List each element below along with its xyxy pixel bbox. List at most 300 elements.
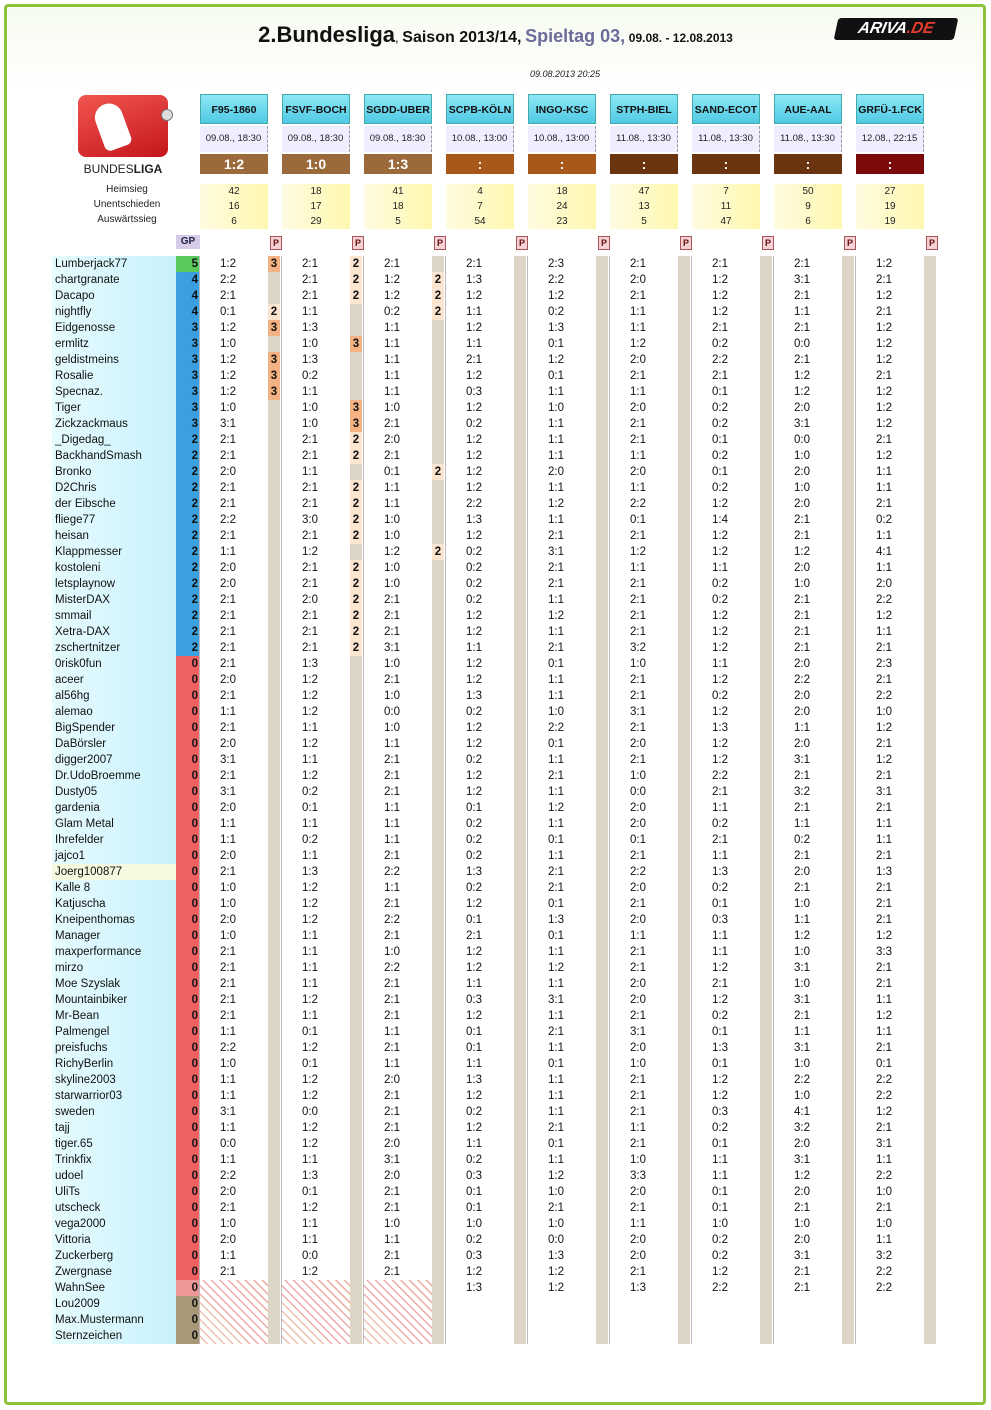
tip-cell: 2:1 [302,578,318,590]
tip-cell: 0:2 [712,1010,728,1022]
player-name[interactable]: geldistmeins [52,352,176,368]
player-points: 2 [176,560,200,576]
tip-points [350,992,362,1008]
tip-points [432,640,444,656]
tip-points [678,1040,690,1056]
tip-cell: 1:0 [220,898,236,910]
player-name[interactable]: MisterDAX [52,592,176,608]
tip-points [268,928,280,944]
tip-points [596,896,608,912]
tip-cell: 1:2 [712,306,728,318]
match-result: 1:3 [364,154,432,174]
player-name[interactable]: Trinkfix [52,1152,176,1168]
tip-points [268,880,280,896]
tip-points [432,1024,444,1040]
match-code[interactable]: F95-1860 [200,94,268,124]
player-name[interactable]: Zuckerberg [52,1248,176,1264]
tip-points [268,448,280,464]
tip-cell: 1:1 [712,562,728,574]
tip-points [268,752,280,768]
tip-points [514,464,526,480]
tip-points [514,1328,526,1344]
tip-cell [692,1312,748,1328]
tip-cell: 2:1 [630,610,646,622]
player-name[interactable]: Kalle 8 [52,880,176,896]
player-name[interactable]: Vittoria [52,1232,176,1248]
tip-points [596,608,608,624]
table-row [52,432,940,448]
tip-points [514,288,526,304]
tip-points [760,1216,772,1232]
tip-cell: 0:2 [712,402,728,414]
tip-points [924,416,936,432]
tip-cell: 1:1 [876,562,892,574]
player-name[interactable]: der Eibsche [52,496,176,512]
tip-cell: 1:1 [302,386,318,398]
tip-cell: 1:2 [712,738,728,750]
table-row [52,1056,940,1072]
table-row [52,800,940,816]
player-name[interactable]: Eidgenosse [52,320,176,336]
tip-points [268,1264,280,1280]
tip-cell: 2:1 [466,258,482,270]
tip-cell: 1:1 [466,1058,482,1070]
tip-points [842,1248,854,1264]
tip-points [432,1008,444,1024]
tip-points [760,1168,772,1184]
tip-points: 2 [350,480,362,496]
tip-cell: 3:1 [630,706,646,718]
tip-cell: 1:2 [466,946,482,958]
tip-cell: 1:2 [712,642,728,654]
table-row [52,720,940,736]
tip-points [760,1328,772,1344]
player-name[interactable]: 0risk0fun [52,656,176,672]
tip-points [268,976,280,992]
tip-cell: 2:2 [220,1170,236,1182]
match-code[interactable]: SGDD-UBER [364,94,432,124]
player-name[interactable]: alemao [52,704,176,720]
tip-points [432,864,444,880]
tip-cell: 1:2 [548,610,564,622]
column-separator [363,256,364,1344]
player-name[interactable]: utscheck [52,1200,176,1216]
table-row [52,592,940,608]
player-name[interactable]: Rosalie [52,368,176,384]
tip-points [842,416,854,432]
tip-points [596,1008,608,1024]
tip-points [432,704,444,720]
player-name[interactable]: BigSpender [52,720,176,736]
player-name[interactable]: Ihrefelder [52,832,176,848]
column-separator [609,256,610,1344]
player-name[interactable]: Tiger [52,400,176,416]
player-points: 0 [176,672,200,688]
tip-points [350,848,362,864]
tip-points [842,256,854,272]
tip-points [350,1232,362,1248]
player-name[interactable]: Dusty05 [52,784,176,800]
player-name[interactable]: Mountainbiker [52,992,176,1008]
table-row [52,608,940,624]
tip-points: 2 [350,256,362,272]
tip-cell: 1:2 [794,370,810,382]
tip-points [924,688,936,704]
tip-points [268,896,280,912]
table-row [52,960,940,976]
tip-cell: 0:1 [712,434,728,446]
tip-points [924,1248,936,1264]
tip-cell: 0:1 [466,1202,482,1214]
tip-points [678,384,690,400]
player-name[interactable]: smmail [52,608,176,624]
tip-cell: 2:1 [548,1122,564,1134]
table-row [52,1200,940,1216]
tip-points [268,688,280,704]
player-name[interactable]: preisfuchs [52,1040,176,1056]
player-name[interactable]: Glam Metal [52,816,176,832]
player-name[interactable]: Specnaz. [52,384,176,400]
tip-cell: 1:0 [630,770,646,782]
tip-cell: 1:2 [548,290,564,302]
tip-cell: 1:1 [384,818,400,830]
player-name[interactable]: Sternzeichen [52,1328,176,1344]
tip-points [842,784,854,800]
tip-cell: 0:2 [466,818,482,830]
tip-points [596,1152,608,1168]
tip-points [514,912,526,928]
tip-points [432,352,444,368]
tip-cell: 1:1 [630,450,646,462]
tip-cell: 2:1 [630,850,646,862]
tip-cell: 1:2 [876,450,892,462]
player-points: 2 [176,528,200,544]
tip-points [842,1008,854,1024]
match-code[interactable]: SCPB-KÖLN [446,94,514,124]
player-name[interactable]: RichyBerlin [52,1056,176,1072]
match-stat-draw: 9 [774,199,842,214]
match-code[interactable]: INGO-KSC [528,94,596,124]
tip-points [678,624,690,640]
tip-cell: 2:2 [220,514,236,526]
tip-points [924,592,936,608]
player-name[interactable]: kostoleni [52,560,176,576]
tip-points [842,720,854,736]
player-name[interactable]: Dr.UdoBroemme [52,768,176,784]
player-name[interactable]: Kneipenthomas [52,912,176,928]
tip-points [924,784,936,800]
player-name[interactable]: al56hg [52,688,176,704]
player-name[interactable]: Joerg100877 [52,864,176,880]
tip-cell: 1:2 [466,1090,482,1102]
table-row [52,864,940,880]
tip-points [760,1184,772,1200]
tip-cell: 2:2 [630,866,646,878]
tip-points [678,944,690,960]
player-name[interactable]: Palmengel [52,1024,176,1040]
tip-points [596,560,608,576]
tip-cell: 1:2 [302,994,318,1006]
tip-points [760,448,772,464]
tip-points [842,464,854,480]
tip-points [268,496,280,512]
tip-cell: 2:1 [302,258,318,270]
player-name[interactable]: jajco1 [52,848,176,864]
tip-points [760,368,772,384]
tip-cell: 1:1 [876,482,892,494]
table-row [52,1136,940,1152]
points-header: P [926,236,938,250]
tip-cell: 2:2 [466,498,482,510]
tip-points [268,336,280,352]
tip-points [596,928,608,944]
player-name[interactable]: letsplaynow [52,576,176,592]
tip-points: 3 [350,400,362,416]
tip-cell: 0:2 [712,1122,728,1134]
tip-cell: 1:1 [712,1170,728,1182]
tip-cell: 0:1 [712,1026,728,1038]
tip-points [924,1104,936,1120]
tip-cell: 1:2 [302,898,318,910]
player-name[interactable]: BackhandSmash [52,448,176,464]
tip-cell: 2:1 [876,978,892,990]
tip-cell: 1:2 [876,930,892,942]
tip-points [268,576,280,592]
player-name[interactable]: tajj [52,1120,176,1136]
tip-cell: 1:3 [876,866,892,878]
player-name[interactable]: _Digedag_ [52,432,176,448]
tip-points [514,560,526,576]
player-points: 3 [176,416,200,432]
tip-cell: 1:1 [548,850,564,862]
player-points: 2 [176,432,200,448]
tip-points: 2 [350,560,362,576]
tip-cell: 1:2 [220,258,236,270]
player-name[interactable]: Zwergnase [52,1264,176,1280]
tip-points [596,1296,608,1312]
tip-cell: 1:1 [548,626,564,638]
tip-cell: 2:1 [630,290,646,302]
player-name[interactable]: fliege77 [52,512,176,528]
match-code[interactable]: SAND-ECOT [692,94,760,124]
tip-cell: 2:1 [220,690,236,702]
player-name[interactable]: zschertnitzer [52,640,176,656]
tip-cell: 2:1 [548,882,564,894]
player-name[interactable]: udoel [52,1168,176,1184]
tip-points [268,704,280,720]
tip-cell: 1:1 [876,1026,892,1038]
table-row [52,736,940,752]
tip-cell: 2:1 [220,610,236,622]
player-points: 0 [176,832,200,848]
tip-points [350,784,362,800]
tip-cell: 1:1 [794,722,810,734]
table-row [52,1072,940,1088]
tip-cell: 1:1 [548,1106,564,1118]
player-points: 0 [176,1104,200,1120]
player-points: 0 [176,800,200,816]
tip-points [842,960,854,976]
player-name[interactable]: Moe Szyslak [52,976,176,992]
tip-points [760,688,772,704]
tip-cell: 2:0 [630,818,646,830]
tip-points [678,784,690,800]
tip-cell [856,1328,912,1344]
player-name[interactable]: Manager [52,928,176,944]
player-name[interactable]: ermlitz [52,336,176,352]
tip-cell: 1:2 [220,386,236,398]
tip-cell: 0:1 [302,1026,318,1038]
points-header: P [762,236,774,250]
tip-points [924,1184,936,1200]
player-name[interactable]: sweden [52,1104,176,1120]
tip-points [678,720,690,736]
player-name[interactable]: Zickzackmaus [52,416,176,432]
points-header: P [270,236,282,250]
player-name[interactable]: starwarrior03 [52,1088,176,1104]
tip-cell: 0:2 [302,370,318,382]
player-name[interactable]: gardenia [52,800,176,816]
tip-cell: 2:1 [384,754,400,766]
tip-cell: 1:0 [220,930,236,942]
player-name[interactable]: Xetra-DAX [52,624,176,640]
tip-points [350,960,362,976]
tip-cell: 1:2 [876,354,892,366]
player-points: 4 [176,272,200,288]
tip-cell: 0:0 [630,786,646,798]
player-name[interactable]: tiger.65 [52,1136,176,1152]
tip-points [842,704,854,720]
tip-cell: 2:1 [794,530,810,542]
tip-points [596,720,608,736]
player-name[interactable]: heisan [52,528,176,544]
tip-points [924,1168,936,1184]
tip-points [596,512,608,528]
tip-points [760,640,772,656]
tip-cell: 2:2 [712,770,728,782]
tip-points [842,1312,854,1328]
tip-cell [610,1328,666,1344]
tip-cell: 1:1 [548,690,564,702]
match-stat-away: 19 [856,214,924,229]
tip-cell: 0:2 [302,834,318,846]
tip-cell: 1:1 [548,1154,564,1166]
tip-cell: 2:0 [794,690,810,702]
tip-cell: 1:0 [630,1154,646,1166]
player-name[interactable]: digger2007 [52,752,176,768]
tip-cell: 2:1 [630,674,646,686]
tip-cell: 2:1 [220,498,236,510]
player-name[interactable]: Lou2009 [52,1296,176,1312]
player-name[interactable]: Dacapo [52,288,176,304]
player-name[interactable]: DaBörsler [52,736,176,752]
player-name[interactable]: skyline2003 [52,1072,176,1088]
tip-cell: 1:2 [876,418,892,430]
tip-points: 2 [268,304,280,320]
player-name[interactable]: vega2000 [52,1216,176,1232]
tip-cell: 2:1 [630,594,646,606]
match-code[interactable]: FSVF-BOCH [282,94,350,124]
tip-cell: 1:1 [384,354,400,366]
player-name[interactable]: Max.Mustermann [52,1312,176,1328]
tip-points [514,512,526,528]
tip-points [596,960,608,976]
tip-points [432,496,444,512]
player-name[interactable]: Bronko [52,464,176,480]
match-code[interactable]: STPH-BIEL [610,94,678,124]
tip-points [924,384,936,400]
player-name[interactable]: WahnSee [52,1280,176,1296]
tip-points: 2 [350,608,362,624]
player-name[interactable]: aceer [52,672,176,688]
match-code[interactable]: GRFÜ-1.FCK [856,94,924,124]
tip-points [514,448,526,464]
player-name[interactable]: Lumberjack77 [52,256,176,272]
tip-points [432,1056,444,1072]
tip-cell: 2:1 [548,770,564,782]
tip-cell: 1:2 [466,770,482,782]
tip-points [268,864,280,880]
player-name[interactable]: Mr-Bean [52,1008,176,1024]
tip-cell: 1:2 [466,786,482,798]
player-name[interactable]: Katjuscha [52,896,176,912]
tip-points [432,1264,444,1280]
tip-cell: 3:3 [630,1170,646,1182]
player-name[interactable]: D2Chris [52,480,176,496]
table-row [52,1216,940,1232]
tip-points [678,832,690,848]
tip-cell: 0:1 [712,898,728,910]
tip-cell: 2:0 [630,274,646,286]
tip-points [760,656,772,672]
tip-cell: 1:2 [712,274,728,286]
tip-cell: 1:2 [466,530,482,542]
tip-points [924,304,936,320]
tip-points [432,1040,444,1056]
table-row [52,624,940,640]
tip-points [924,896,936,912]
tip-cell: 2:2 [876,1282,892,1294]
table-row [52,272,940,288]
player-name[interactable]: UliTs [52,1184,176,1200]
tip-points [924,1152,936,1168]
ariva-logo[interactable]: ARIVA.DE [834,18,959,40]
tip-cell: 2:0 [630,914,646,926]
player-name[interactable]: nightfly [52,304,176,320]
tip-cell: 2:1 [794,514,810,526]
player-points: 5 [176,256,200,272]
tip-points [924,320,936,336]
tip-cell: 2:1 [548,562,564,574]
player-name[interactable]: Klappmesser [52,544,176,560]
tip-cell: 0:1 [220,306,236,318]
match-code[interactable]: AUE-AAL [774,94,842,124]
tip-cell: 2:2 [876,690,892,702]
player-name[interactable]: mirzo [52,960,176,976]
column-separator [855,256,856,1344]
tip-points [514,432,526,448]
tip-cell: 1:0 [876,706,892,718]
tip-cell: 2:0 [220,914,236,926]
tip-cell: 0:1 [548,898,564,910]
tip-cell: 1:0 [794,482,810,494]
match-stat-draw: 11 [692,199,760,214]
tip-cell: 0:2 [466,418,482,430]
tip-points [432,1312,444,1328]
table-row [52,672,940,688]
player-name[interactable]: maxperformance [52,944,176,960]
player-name[interactable]: chartgranate [52,272,176,288]
